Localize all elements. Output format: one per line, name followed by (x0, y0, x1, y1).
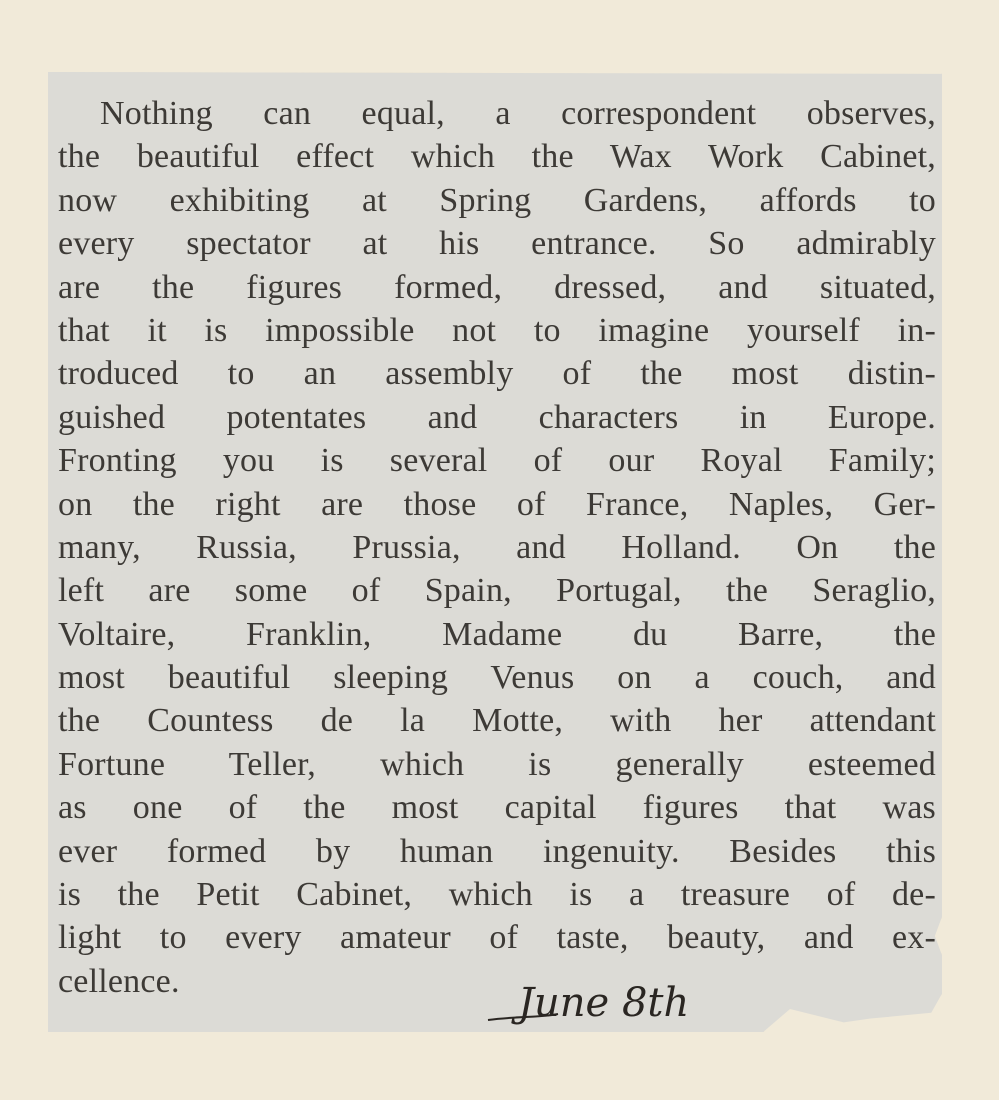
text-line: light to every amateur of taste, beauty, and ex- (58, 919, 936, 957)
text-line: left are some of Spain, Portugal, the Seraglio, (58, 572, 936, 610)
text-line: cellence. (58, 962, 180, 1000)
text-line: as one of the most capital figures that was (58, 789, 936, 827)
clipping-text (58, 92, 936, 1003)
text-line: many, Russia, Prussia, and Holland. On the (58, 528, 936, 566)
text-line: is the Petit Cabinet, which is a treasure of de- (58, 876, 936, 914)
text-line: Nothing can equal, a correspondent observes, (100, 95, 936, 132)
text-line: are the figures formed, dressed, and situated, (58, 268, 936, 306)
text-line: troduced to an assembly of the most distin- (58, 355, 936, 393)
text-line: now exhibiting at Spring Gardens, affords to (58, 181, 936, 219)
text-line: guished potentates and characters in Europe. (58, 398, 936, 436)
handwritten-annotation: June 8th (518, 980, 690, 1026)
text-line: on the right are those of France, Naples, Ger- (58, 485, 936, 523)
text-line: every spectator at his entrance. So admirably (58, 225, 936, 263)
handwritten-signature (478, 968, 778, 1038)
text-line: the beautiful effect which the Wax Work Cabinet, (58, 138, 936, 176)
text-line: ever formed by human ingenuity. Besides this (58, 832, 936, 870)
text-line: Fronting you is several of our Royal Family; (58, 442, 936, 480)
text-line: the Countess de la Motte, with her attendant (58, 702, 936, 740)
text-line: that it is impossible not to imagine yourself in- (58, 311, 936, 349)
text-line: Fortune Teller, which is generally esteemed (58, 745, 936, 783)
text-line: most beautiful sleeping Venus on a couch, and (58, 659, 936, 697)
text-line: Voltaire, Franklin, Madame du Barre, the (58, 615, 936, 653)
